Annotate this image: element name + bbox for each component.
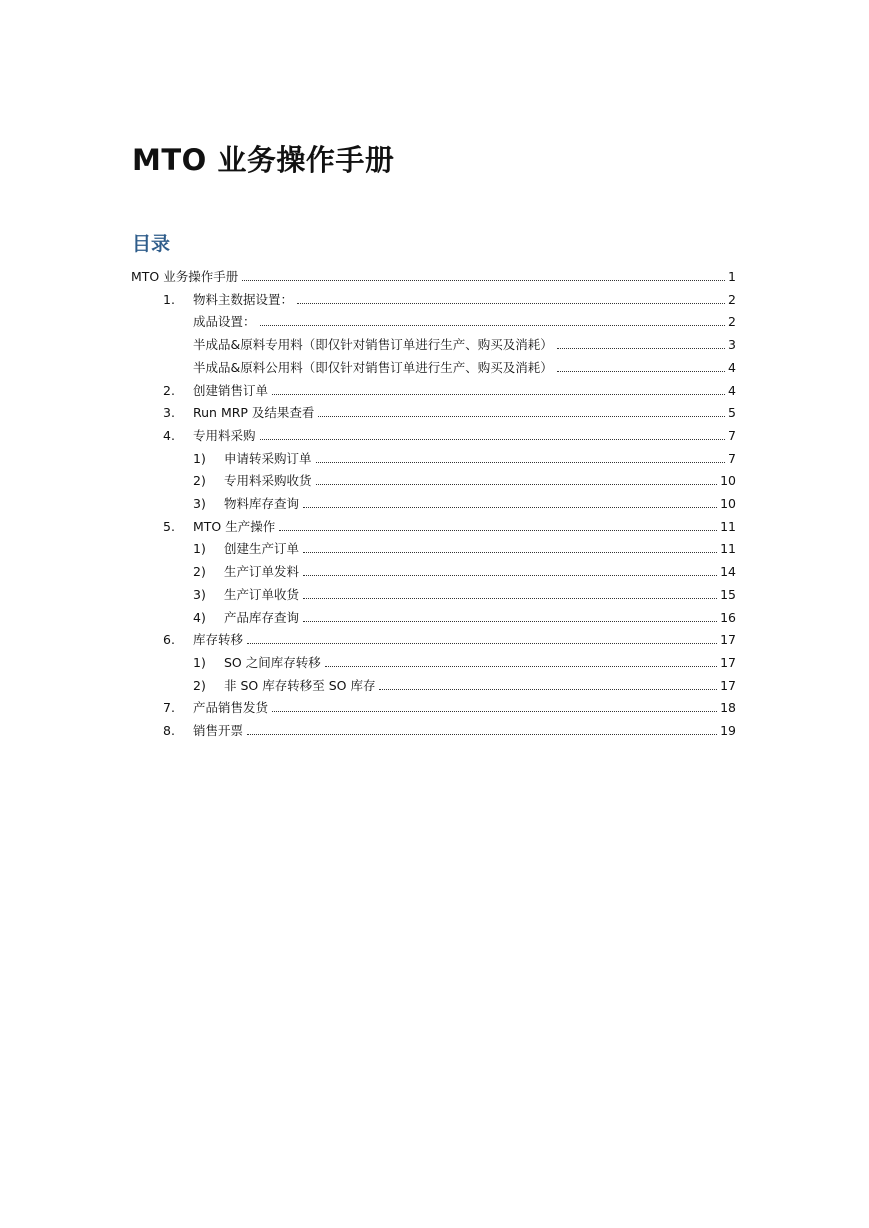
toc-entry[interactable] (163, 719, 736, 739)
toc-entry[interactable] (163, 288, 736, 308)
toc-dot-leader (379, 688, 717, 690)
toc-entry-page-number: 2 (728, 314, 736, 330)
toc-entry-title: 半成品&原料公用料（即仅针对销售订单进行生产、购买及消耗） (193, 359, 553, 375)
toc-entry-title: Run MRP 及结果查看 (193, 405, 315, 421)
toc-entry-page-number: 4 (728, 382, 736, 398)
toc-entry-page-number: 4 (728, 359, 736, 375)
toc-entry-title: SO 之间库存转移 (224, 654, 321, 670)
toc-entry-number: 1) (193, 450, 206, 466)
toc-entry-number: 5. (163, 518, 175, 534)
toc-entry[interactable] (193, 560, 736, 580)
toc-entry-page-number: 5 (728, 405, 736, 421)
toc-entry-title: MTO 业务操作手册 (131, 269, 239, 284)
toc-dot-leader (303, 574, 717, 576)
toc-entry-title: 生产订单收货 (224, 586, 300, 602)
toc-entry[interactable] (163, 424, 736, 444)
toc-entry-title: 申请转采购订单 (224, 450, 312, 466)
toc-entry-title: 非 SO 库存转移至 SO 库存 (224, 677, 376, 693)
toc-dot-leader (303, 620, 717, 622)
toc-entry[interactable] (193, 651, 736, 671)
toc-entry-number: 2) (193, 677, 206, 693)
toc-heading: 目录 (132, 233, 171, 255)
toc-entry-number: 1) (193, 541, 206, 557)
toc-entry-title: 物料库存查询 (224, 496, 300, 511)
toc-entry[interactable] (193, 537, 736, 557)
toc-dot-leader (318, 415, 725, 417)
toc-entry[interactable] (193, 356, 736, 376)
toc-entry-number: 6. (163, 632, 175, 648)
toc-dot-leader (316, 461, 726, 463)
toc-dot-leader (297, 302, 725, 304)
toc-entry-number: 1) (193, 654, 206, 670)
toc-dot-leader (260, 438, 726, 440)
toc-entry[interactable] (163, 515, 736, 535)
toc-dot-leader (279, 529, 717, 531)
toc-entry-number: 7. (163, 700, 175, 716)
toc-entry-title: 库存转移 (193, 632, 244, 648)
toc-entry-title: 产品销售发货 (193, 700, 269, 716)
toc-entry-page-number: 17 (720, 632, 736, 648)
toc-entry-number: 2. (163, 382, 175, 398)
toc-dot-leader (272, 710, 717, 712)
toc-entry-title: 生产订单发料 (224, 564, 300, 580)
toc-entry-number: 2) (193, 564, 206, 580)
toc-entry-title: 专用料采购 (193, 427, 256, 443)
toc-entry-number: 3) (193, 586, 206, 602)
toc-entry-page-number: 10 (720, 473, 736, 489)
toc-entry-page-number: 3 (728, 337, 736, 353)
toc-entry-page-number: 17 (720, 677, 736, 693)
toc-entry[interactable] (193, 333, 736, 353)
toc-entry-page-number: 15 (720, 586, 736, 602)
toc-dot-leader (272, 393, 725, 395)
toc-entry-title: 产品库存查询 (224, 609, 300, 625)
toc-entry[interactable] (193, 310, 736, 330)
toc-entry[interactable] (163, 628, 736, 648)
toc-dot-leader (303, 506, 717, 508)
toc-dot-leader (260, 324, 726, 326)
document-title: MTO 业务操作手册 (132, 143, 395, 177)
toc-entry[interactable] (193, 606, 736, 626)
toc-entry[interactable] (163, 379, 736, 399)
toc-entry-title: 销售开票 (193, 723, 244, 738)
toc-entry-page-number: 18 (720, 700, 736, 716)
toc-entry[interactable] (193, 674, 736, 694)
toc-entry-number: 8. (163, 723, 175, 738)
toc-dot-leader (557, 370, 725, 372)
toc-entry-page-number: 14 (720, 564, 736, 580)
toc-entry-title: 创建销售订单 (193, 382, 269, 398)
toc-entry-page-number: 11 (720, 541, 736, 557)
toc-entry-page-number: 17 (720, 654, 736, 670)
toc-entry-title: MTO 生产操作 (193, 518, 276, 534)
toc-entry[interactable] (193, 583, 736, 603)
toc-entry-title: 成品设置： (193, 314, 256, 330)
toc-entry-page-number: 2 (728, 291, 736, 307)
toc-entry-page-number: 19 (720, 723, 736, 738)
toc-entry-number: 3) (193, 496, 206, 511)
toc-entry[interactable] (193, 447, 736, 467)
toc-entry[interactable] (193, 469, 736, 489)
toc-entry-number: 4) (193, 609, 206, 625)
toc-entry-page-number: 11 (720, 518, 736, 534)
toc-dot-leader (557, 347, 725, 349)
toc-entry-title: 半成品&原料专用料（即仅针对销售订单进行生产、购买及消耗） (193, 337, 553, 353)
toc-entry-number: 4. (163, 427, 175, 443)
toc-entry-page-number: 16 (720, 609, 736, 625)
toc-entry[interactable] (163, 401, 736, 421)
toc-entry[interactable] (193, 492, 736, 512)
toc-dot-leader (247, 733, 717, 735)
toc-entry-page-number: 10 (720, 496, 736, 511)
toc-dot-leader (325, 665, 717, 667)
toc-entry[interactable] (131, 265, 736, 285)
toc-dot-leader (303, 551, 717, 553)
toc-entry-page-number: 7 (728, 427, 736, 443)
toc-entry-number: 3. (163, 405, 175, 421)
toc-entry-title: 创建生产订单 (224, 541, 300, 557)
toc-dot-leader (316, 483, 718, 485)
toc-entry[interactable] (163, 696, 736, 716)
toc-entry-page-number: 7 (728, 450, 736, 466)
toc-dot-leader (303, 597, 717, 599)
toc-entry-number: 1. (163, 291, 175, 307)
toc-entry-number: 2) (193, 473, 206, 489)
toc-entry-page-number: 1 (728, 269, 736, 284)
toc-dot-leader (242, 279, 725, 281)
toc-entry-title: 专用料采购收货 (224, 473, 312, 489)
toc-entry-title: 物料主数据设置： (193, 291, 294, 307)
toc-dot-leader (247, 642, 717, 644)
